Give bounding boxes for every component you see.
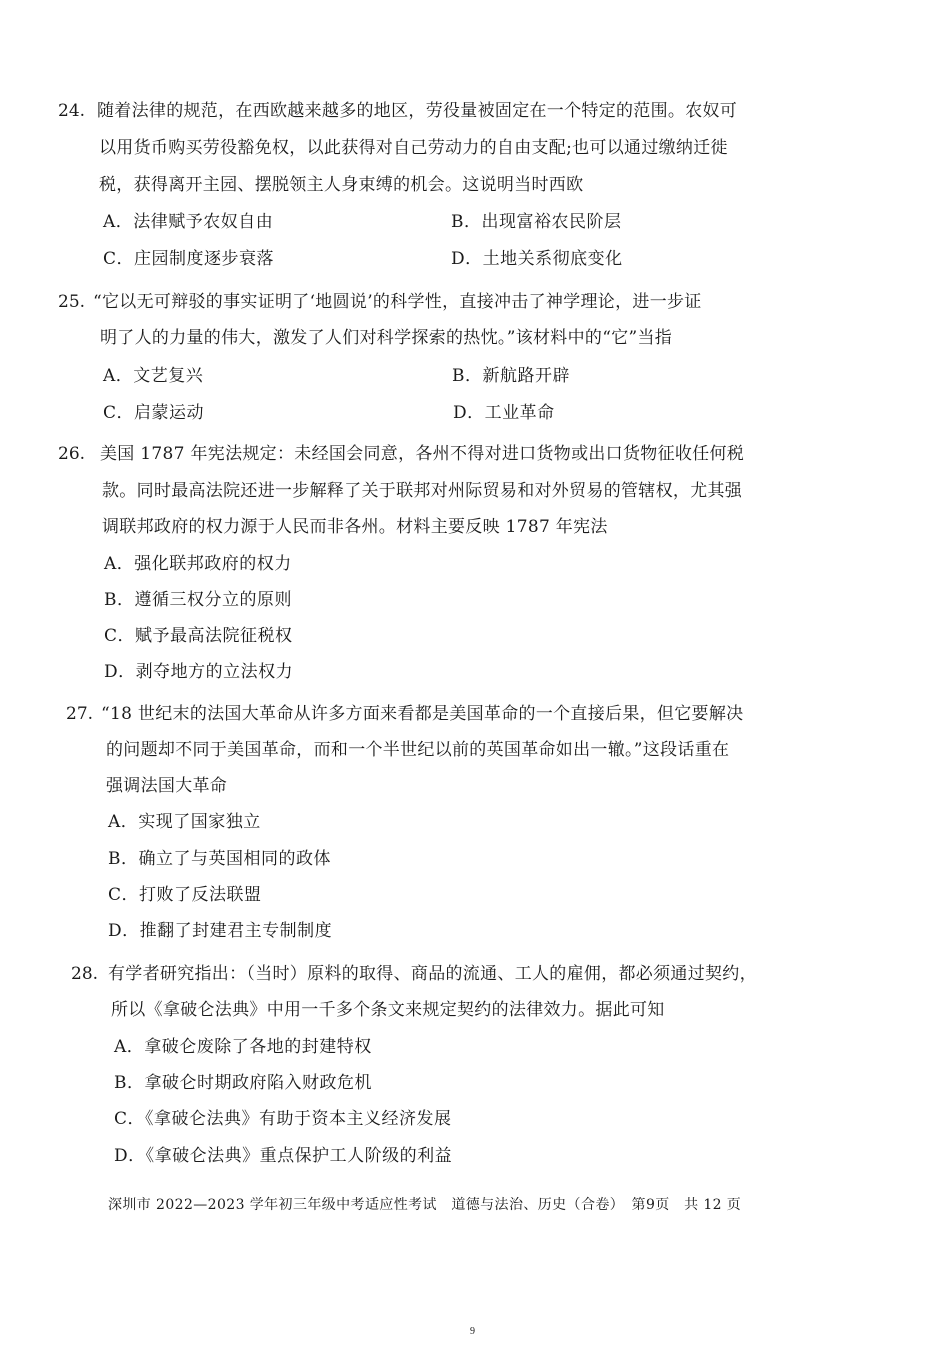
- question-text-line: 税，获得离开主园、摆脱领主人身束缚的机会。这说明当时西欧: [99, 175, 584, 195]
- question-number: 26.: [58, 444, 86, 464]
- question-text-line: 的问题却不同于美国革命，而和一个半世纪以前的英国革命如出一辙。”这段话重在: [106, 740, 730, 760]
- question-text-line: 以用货币购买劳役豁免权，以此获得对自己劳动力的自由支配;也可以通过缴纳迁徙: [99, 138, 728, 158]
- option-d: D．工业革命: [453, 403, 555, 423]
- question-text-line: 有学者研究指出：（当时）原料的取得、商品的流通、工人的雇佣，都必须通过契约，: [108, 964, 757, 984]
- question-number: 25.: [58, 292, 86, 312]
- option-d: D．《拿破仑法典》重点保护工人阶级的利益: [114, 1146, 453, 1166]
- option-c: C．启蒙运动: [103, 403, 205, 423]
- option-b: B．新航路开辟: [452, 366, 570, 386]
- question-text-line: 款。同时最高法院还进一步解释了关于联邦对州际贸易和对外贸易的管辖权，尤其强: [102, 481, 743, 501]
- option-c: C．庄园制度逐步衰落: [103, 249, 275, 269]
- question-text-line: 美国 1787 年宪法规定：未经国会同意，各州不得对进口货物或出口货物征收任何税: [100, 444, 745, 464]
- page-number: 9: [470, 1326, 475, 1337]
- option-b: B．确立了与英国相同的政体: [108, 849, 331, 869]
- question-number: 27.: [66, 704, 94, 724]
- option-a: A．法律赋予农奴自由: [103, 212, 274, 232]
- exam-footer: 深圳市 2022—2023 学年初三年级中考适应性考试 道德与法治、历史（合卷） 第9页 共 12 页: [108, 1197, 742, 1213]
- question-text-line: “18 世纪末的法国大革命从许多方面来看都是美国革命的一个直接后果，但它要解决: [101, 704, 744, 724]
- option-a: A．文艺复兴: [103, 366, 204, 386]
- question-text-line: “它以无可辩驳的事实证明了‘地圆说’的科学性，直接冲击了神学理论，进一步证: [93, 292, 702, 312]
- option-b: B．遵循三权分立的原则: [104, 590, 292, 610]
- question-text-line: 调联邦政府的权力源于人民而非各州。材料主要反映 1787 年宪法: [102, 517, 608, 537]
- question-text-line: 随着法律的规范，在西欧越来越多的地区，劳役量被固定在一个特定的范围。农奴可: [97, 101, 738, 121]
- option-d: D．推翻了封建君主专制制度: [108, 921, 333, 941]
- option-c: C．赋予最高法院征税权: [104, 626, 293, 646]
- option-b: B．出现富裕农民阶层: [451, 212, 622, 232]
- option-a: A．拿破仑废除了各地的封建特权: [114, 1037, 372, 1057]
- option-a: A．实现了国家独立: [108, 812, 261, 832]
- option-c: C．《拿破仑法典》有助于资本主义经济发展: [114, 1109, 452, 1129]
- option-d: D．土地关系彻底变化: [451, 249, 623, 269]
- option-d: D．剥夺地方的立法权力: [104, 662, 294, 682]
- option-a: A．强化联邦政府的权力: [104, 554, 292, 574]
- question-text-line: 明了人的力量的伟大，激发了人们对科学探索的热忱。”该材料中的“它”当指: [100, 328, 673, 348]
- question-text-line: 所以《拿破仑法典》中用一千多个条文来规定契约的法律效力。据此可知: [111, 1000, 665, 1020]
- option-c: C．打败了反法联盟: [108, 885, 262, 905]
- question-text-line: 强调法国大革命: [106, 776, 228, 796]
- question-number: 28.: [71, 964, 99, 984]
- question-number: 24.: [58, 101, 86, 121]
- option-b: B．拿破仑时期政府陷入财政危机: [114, 1073, 372, 1093]
